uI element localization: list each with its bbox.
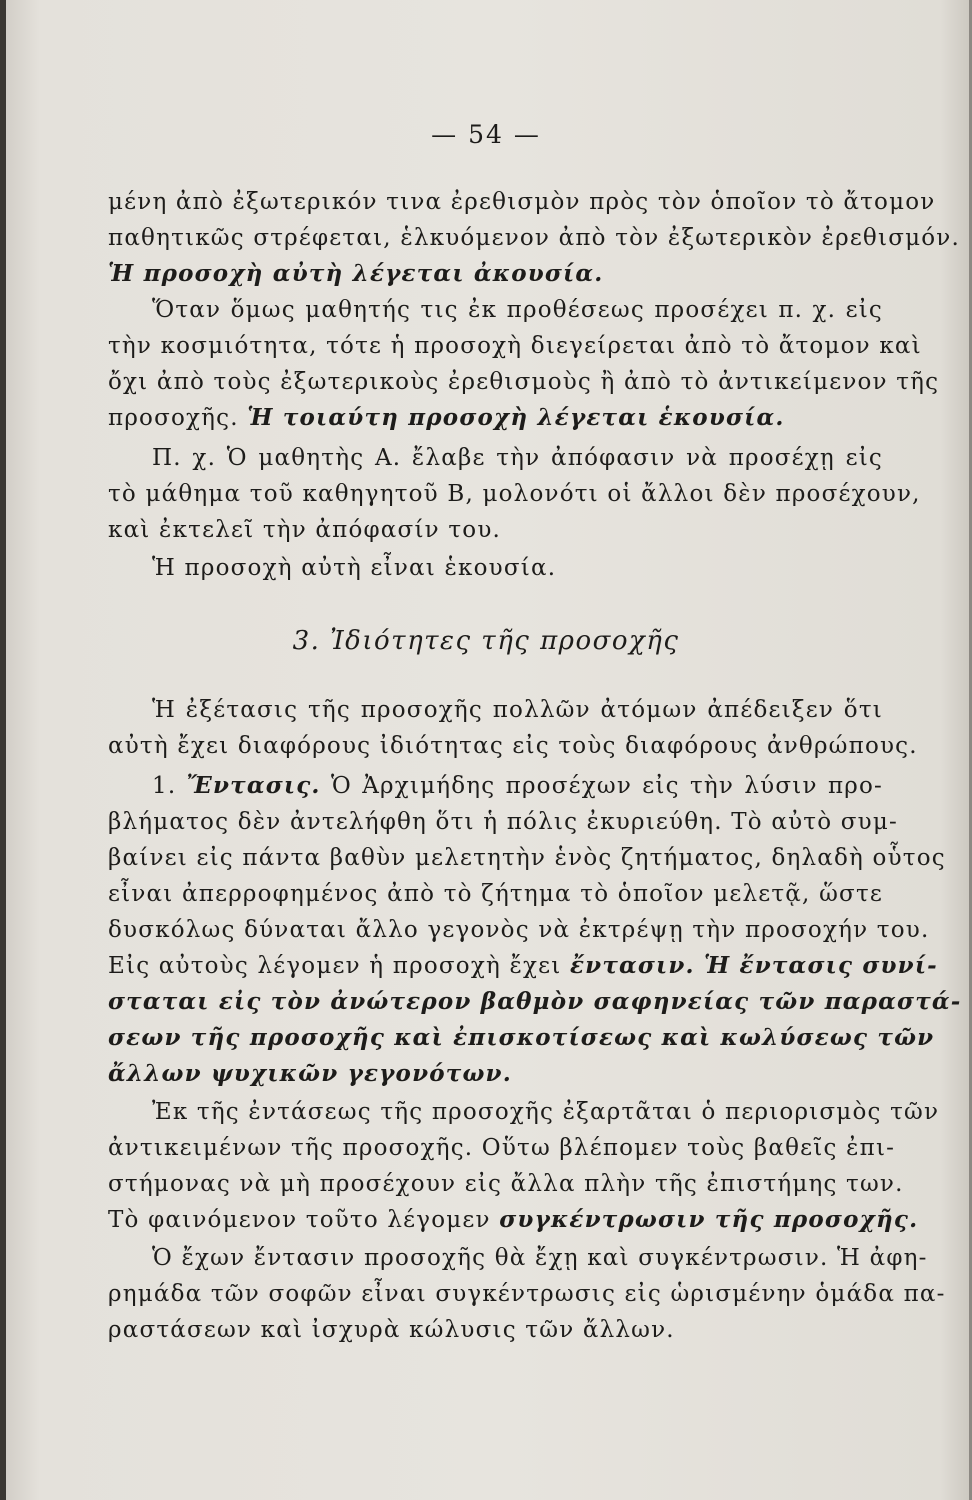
text-line: ραστάσεων καὶ ἰσχυρὰ κώλυσις τῶν ἄλλων. (108, 1317, 675, 1343)
text-line: αὐτὴ ἔχει διαφόρους ἰδιότητας εἰς τοὺς διαφόρους ἀνθρώπους. (108, 733, 918, 759)
text-line: στήμονας νὰ μὴ προσέχουν εἰς ἄλλα πλὴν τῆς ἐπιστήμης των. (108, 1171, 904, 1197)
text-line: ὄχι ἀπὸ τοὺς ἐξωτερικοὺς ἐρεθισμοὺς ἢ ἀπὸ τὸ ἀντικείμενον τῆς (108, 369, 940, 395)
text-line-emphasis: Ἡ προσοχὴ αὐτὴ λέγεται ἀκουσία. (108, 260, 604, 287)
text-line: βαίνει εἰς πάντα βαθὺν μελετητὴν ἑνὸς ζητήματος, δηλαδὴ οὗτος (108, 845, 946, 871)
emphasis-span: συγκέντρωσιν τῆς προσοχῆς. (499, 1206, 919, 1233)
emphasis-span: Ἔντασις. (186, 772, 321, 799)
text-line: παθητικῶς στρέφεται, ἑλκυόμενον ἀπὸ τὸν ἐξωτερικὸν ἐρεθισμόν. (108, 225, 960, 251)
text-line: δυσκόλως δύναται ἄλλο γεγονὸς νὰ ἐκτρέψῃ τὴν προσοχήν του. (108, 917, 930, 943)
text-line-emphasis: σεων τῆς προσοχῆς καὶ ἐπισκοτίσεως καὶ κωλύσεως τῶν (108, 1024, 935, 1051)
text-line (108, 1202, 919, 1238)
text-line: καὶ ἐκτελεῖ τὴν ἀπόφασίν του. (108, 517, 502, 543)
text-line: ρημάδα τῶν σοφῶν εἶναι συγκέντρωσις εἰς ὡρισμένην ὁμάδα πα- (108, 1281, 946, 1307)
text-line: Ὅταν ὅμως μαθητής τις ἐκ προθέσεως προσέχει π. χ. εἰς (152, 297, 883, 323)
text-line: Π. χ. Ὁ μαθητὴς Α. ἔλαβε τὴν ἀπόφασιν νὰ προσέχῃ εἰς (152, 445, 883, 471)
text-line: Ὁ ἔχων ἔντασιν προσοχῆς θὰ ἔχῃ καὶ συγκέντρωσιν. Ἡ ἀφη- (152, 1245, 928, 1271)
text-line: ἀντικειμένων τῆς προσοχῆς. Οὕτω βλέπομεν τοὺς βαθεῖς ἐπι- (108, 1135, 896, 1161)
text-line (108, 948, 938, 984)
text-line-emphasis: σταται εἰς τὸν ἀνώτερον βαθμὸν σαφηνείας τῶν παραστά- (108, 988, 962, 1015)
text-line: Ἐκ τῆς ἐντάσεως τῆς προσοχῆς ἐξαρτᾶται ὁ περιορισμὸς τῶν (152, 1099, 940, 1125)
page-number: — 54 — (431, 120, 541, 149)
text-line: εἶναι ἀπερροφημένος ἀπὸ τὸ ζήτημα τὸ ὁποῖον μελετᾷ, ὥστε (108, 881, 883, 907)
text-line: Ἡ ἐξέτασις τῆς προσοχῆς πολλῶν ἀτόμων ἀπέδειξεν ὅτι (152, 697, 883, 723)
text-line (108, 400, 883, 436)
text-line-emphasis: ἄλλων ψυχικῶν γεγονότων. (108, 1060, 512, 1087)
list-number: 1. (152, 773, 187, 799)
page-edge-shadow (0, 0, 6, 1500)
text-line: τὴν κοσμιότητα, τότε ἡ προσοχὴ διεγείρεται ἀπὸ τὸ ἄτομον καὶ (108, 333, 922, 359)
text-span: Τὸ φαινόμενον τοῦτο λέγομεν (108, 1207, 500, 1233)
text-line: μένη ἀπὸ ἐξωτερικόν τινα ἐρεθισμὸν πρὸς τὸν ὁποῖον τὸ ἄτομον (108, 189, 936, 215)
text-span: προσοχῆς. (108, 405, 248, 431)
text-span: Εἰς αὐτοὺς λέγομεν ἡ προσοχὴ ἔχει (108, 953, 570, 979)
emphasis-span: Ἡ τοιαύτη προσοχὴ λέγεται ἑκουσία. (247, 404, 785, 431)
text-line: τὸ μάθημα τοῦ καθηγητοῦ Β, μολονότι οἱ ἄλλοι δὲν προσέχουν, (108, 481, 921, 507)
text-span: Ὁ Ἀρχιμήδης προσέχων εἰς τὴν λύσιν προ- (320, 773, 884, 799)
text-line (152, 768, 883, 804)
section-heading: 3. Ἰδιότητες τῆς προσοχῆς (292, 626, 680, 656)
text-line: Ἡ προσοχὴ αὐτὴ εἶναι ἑκουσία. (152, 555, 557, 581)
emphasis-span: ἔντασιν. Ἡ ἔντασις συνί- (569, 952, 938, 979)
text-line: βλήματος δὲν ἀντελήφθη ὅτι ἡ πόλις ἐκυριεύθη. Τὸ αὐτὸ συμ- (108, 809, 898, 835)
